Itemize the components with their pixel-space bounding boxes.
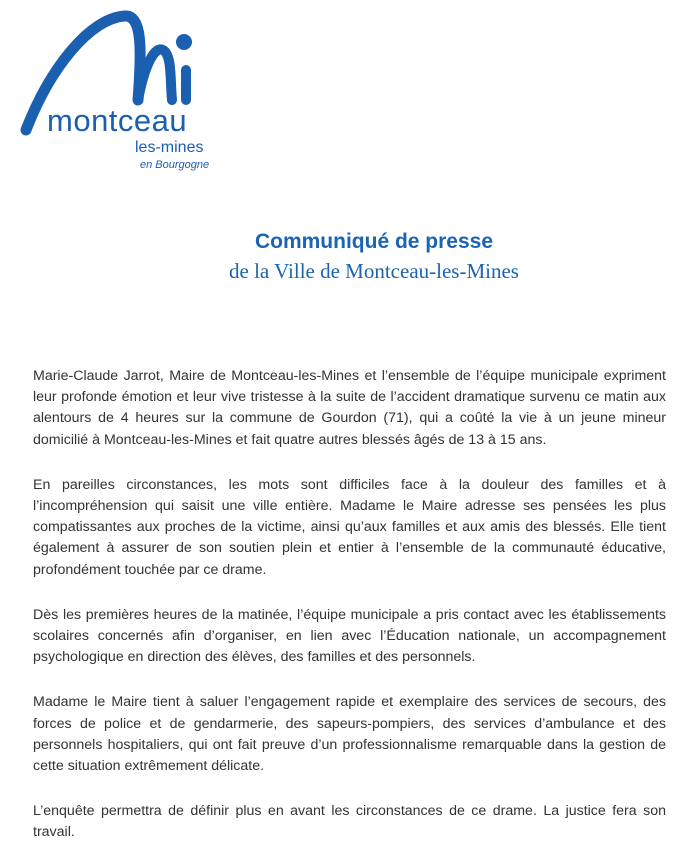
logo-city-name: montceau: [47, 103, 188, 138]
paragraph: Marie-Claude Jarrot, Maire de Montceau-les-Mines et l’ensemble de l’équipe municipale expriment leur profonde émotion et leur vive tristesse à la suite de l’accident dramatique survenu ce matin aux alentours de 4 heures sur la commune de Gourdon (71), qui a coûté la vie à un jeune mineur domicilié à Montceau-les-Mines et fait quatre autres blessés âgés de 13 à 15 ans.: [33, 368, 666, 448]
logo-region: en Bourgogne: [140, 159, 210, 171]
paragraph: En pareilles circonstances, les mots sont difficiles face à la douleur des familles et à l’incompréhension qui saisit une ville entière. Madame le Maire adresse ses pensées les plus compatissantes aux proches de la victime, ainsi qu’aux familles et aux amis des blessés. Elle tient également à assurer de son soutien plein et entier à l’ensemble de la communauté éducative, profondément touchée par ce drame.: [33, 476, 666, 578]
page-subtitle: de la Ville de Montceau-les-Mines: [229, 259, 519, 283]
press-release-body: [33, 366, 666, 868]
paragraph: L’enquête permettra de définir plus en avant les circonstances de ce drame. La justice fera son travail.: [33, 803, 666, 841]
press-release-header: [0, 228, 700, 286]
paragraph: Madame le Maire tient à saluer l’engagement rapide et exemplaire des services de secours, des forces de police et de gendarmerie, des sapeurs-pompiers, des services d’ambulance et des personnels hospitaliers, qui ont fait preuve d’un professionnalisme remarquable dans la gestion de cette situation extrêmement délicate.: [33, 694, 666, 775]
paragraph: Dès les premières heures de la matinée, l’équipe municipale a pris contact avec les établissements scolaires concernés afin d’organiser, en lien avec l’Éducation nationale, un accompagnement psychologique en direction des élèves, des familles et des personnels.: [33, 606, 666, 666]
logo-city-subtitle: les-mines: [135, 139, 204, 156]
page-title: Communiqué de presse: [254, 230, 494, 253]
city-logo: [20, 8, 240, 178]
